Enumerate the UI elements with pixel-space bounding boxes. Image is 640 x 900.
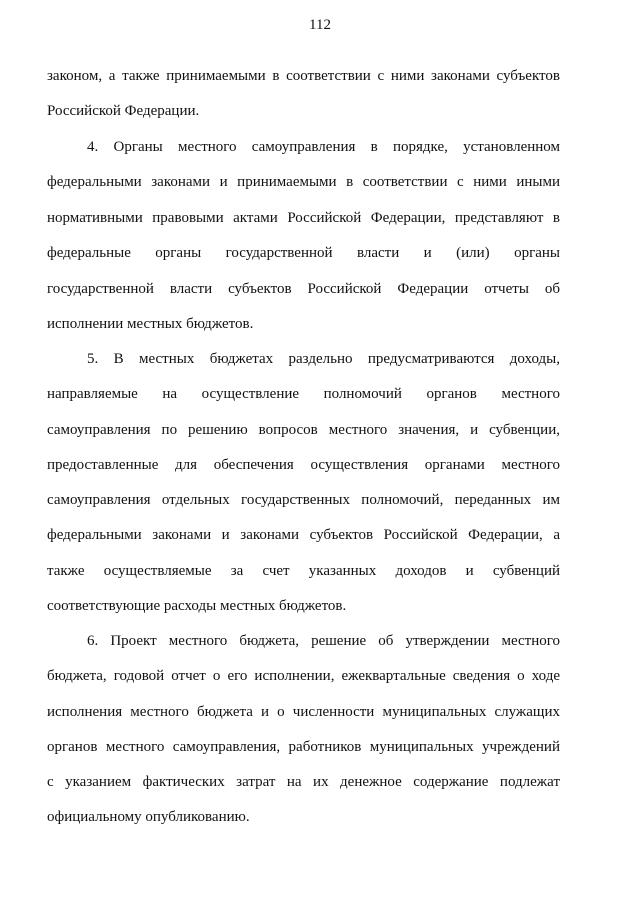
text-line: соответствующие расходы местных бюджетов.: [47, 598, 347, 614]
text-line: официальному опубликованию.: [47, 809, 250, 825]
text-line: исполнении местных бюджетов.: [47, 316, 254, 332]
text-line: 6. Проект местного бюджета, решение об утверждении местного: [87, 633, 560, 649]
text-line: предоставленные для обеспечения осуществления органами местного: [47, 457, 560, 473]
text-line: 5. В местных бюджетах раздельно предусматриваются доходы,: [87, 351, 560, 367]
text-line: законом, а также принимаемыми в соответствии с ними законами субъектов: [47, 68, 560, 84]
text-line: самоуправления по решению вопросов местного значения, и субвенции,: [47, 422, 560, 438]
text-line: с указанием фактических затрат на их денежное содержание подлежат: [47, 774, 560, 790]
text-line: самоуправления отдельных государственных полномочий, переданных им: [47, 492, 560, 508]
text-line: также осуществляемые за счет указанных доходов и субвенций: [47, 563, 560, 579]
text-line: бюджета, годовой отчет о его исполнении, ежеквартальные сведения о ходе: [47, 668, 560, 684]
text-line: федеральными законами и законами субъектов Российской Федерации, а: [47, 527, 560, 543]
page-number: 112: [309, 17, 331, 33]
text-line: федеральные органы государственной власти и (или) органы: [47, 245, 560, 261]
text-line: Российской Федерации.: [47, 103, 200, 119]
text-line: федеральными законами и принимаемыми в соответствии с ними иными: [47, 174, 560, 190]
text-line: органов местного самоуправления, работников муниципальных учреждений: [47, 739, 560, 755]
text-line: 4. Органы местного самоуправления в порядке, установленном: [87, 139, 560, 155]
text-line: направляемые на осуществление полномочий органов местного: [47, 386, 560, 402]
text-line: нормативными правовыми актами Российской Федерации, представляют в: [47, 210, 560, 226]
text-line: государственной власти субъектов Российской Федерации отчеты об: [47, 281, 560, 297]
text-line: исполнения местного бюджета и о численности муниципальных служащих: [47, 704, 560, 720]
